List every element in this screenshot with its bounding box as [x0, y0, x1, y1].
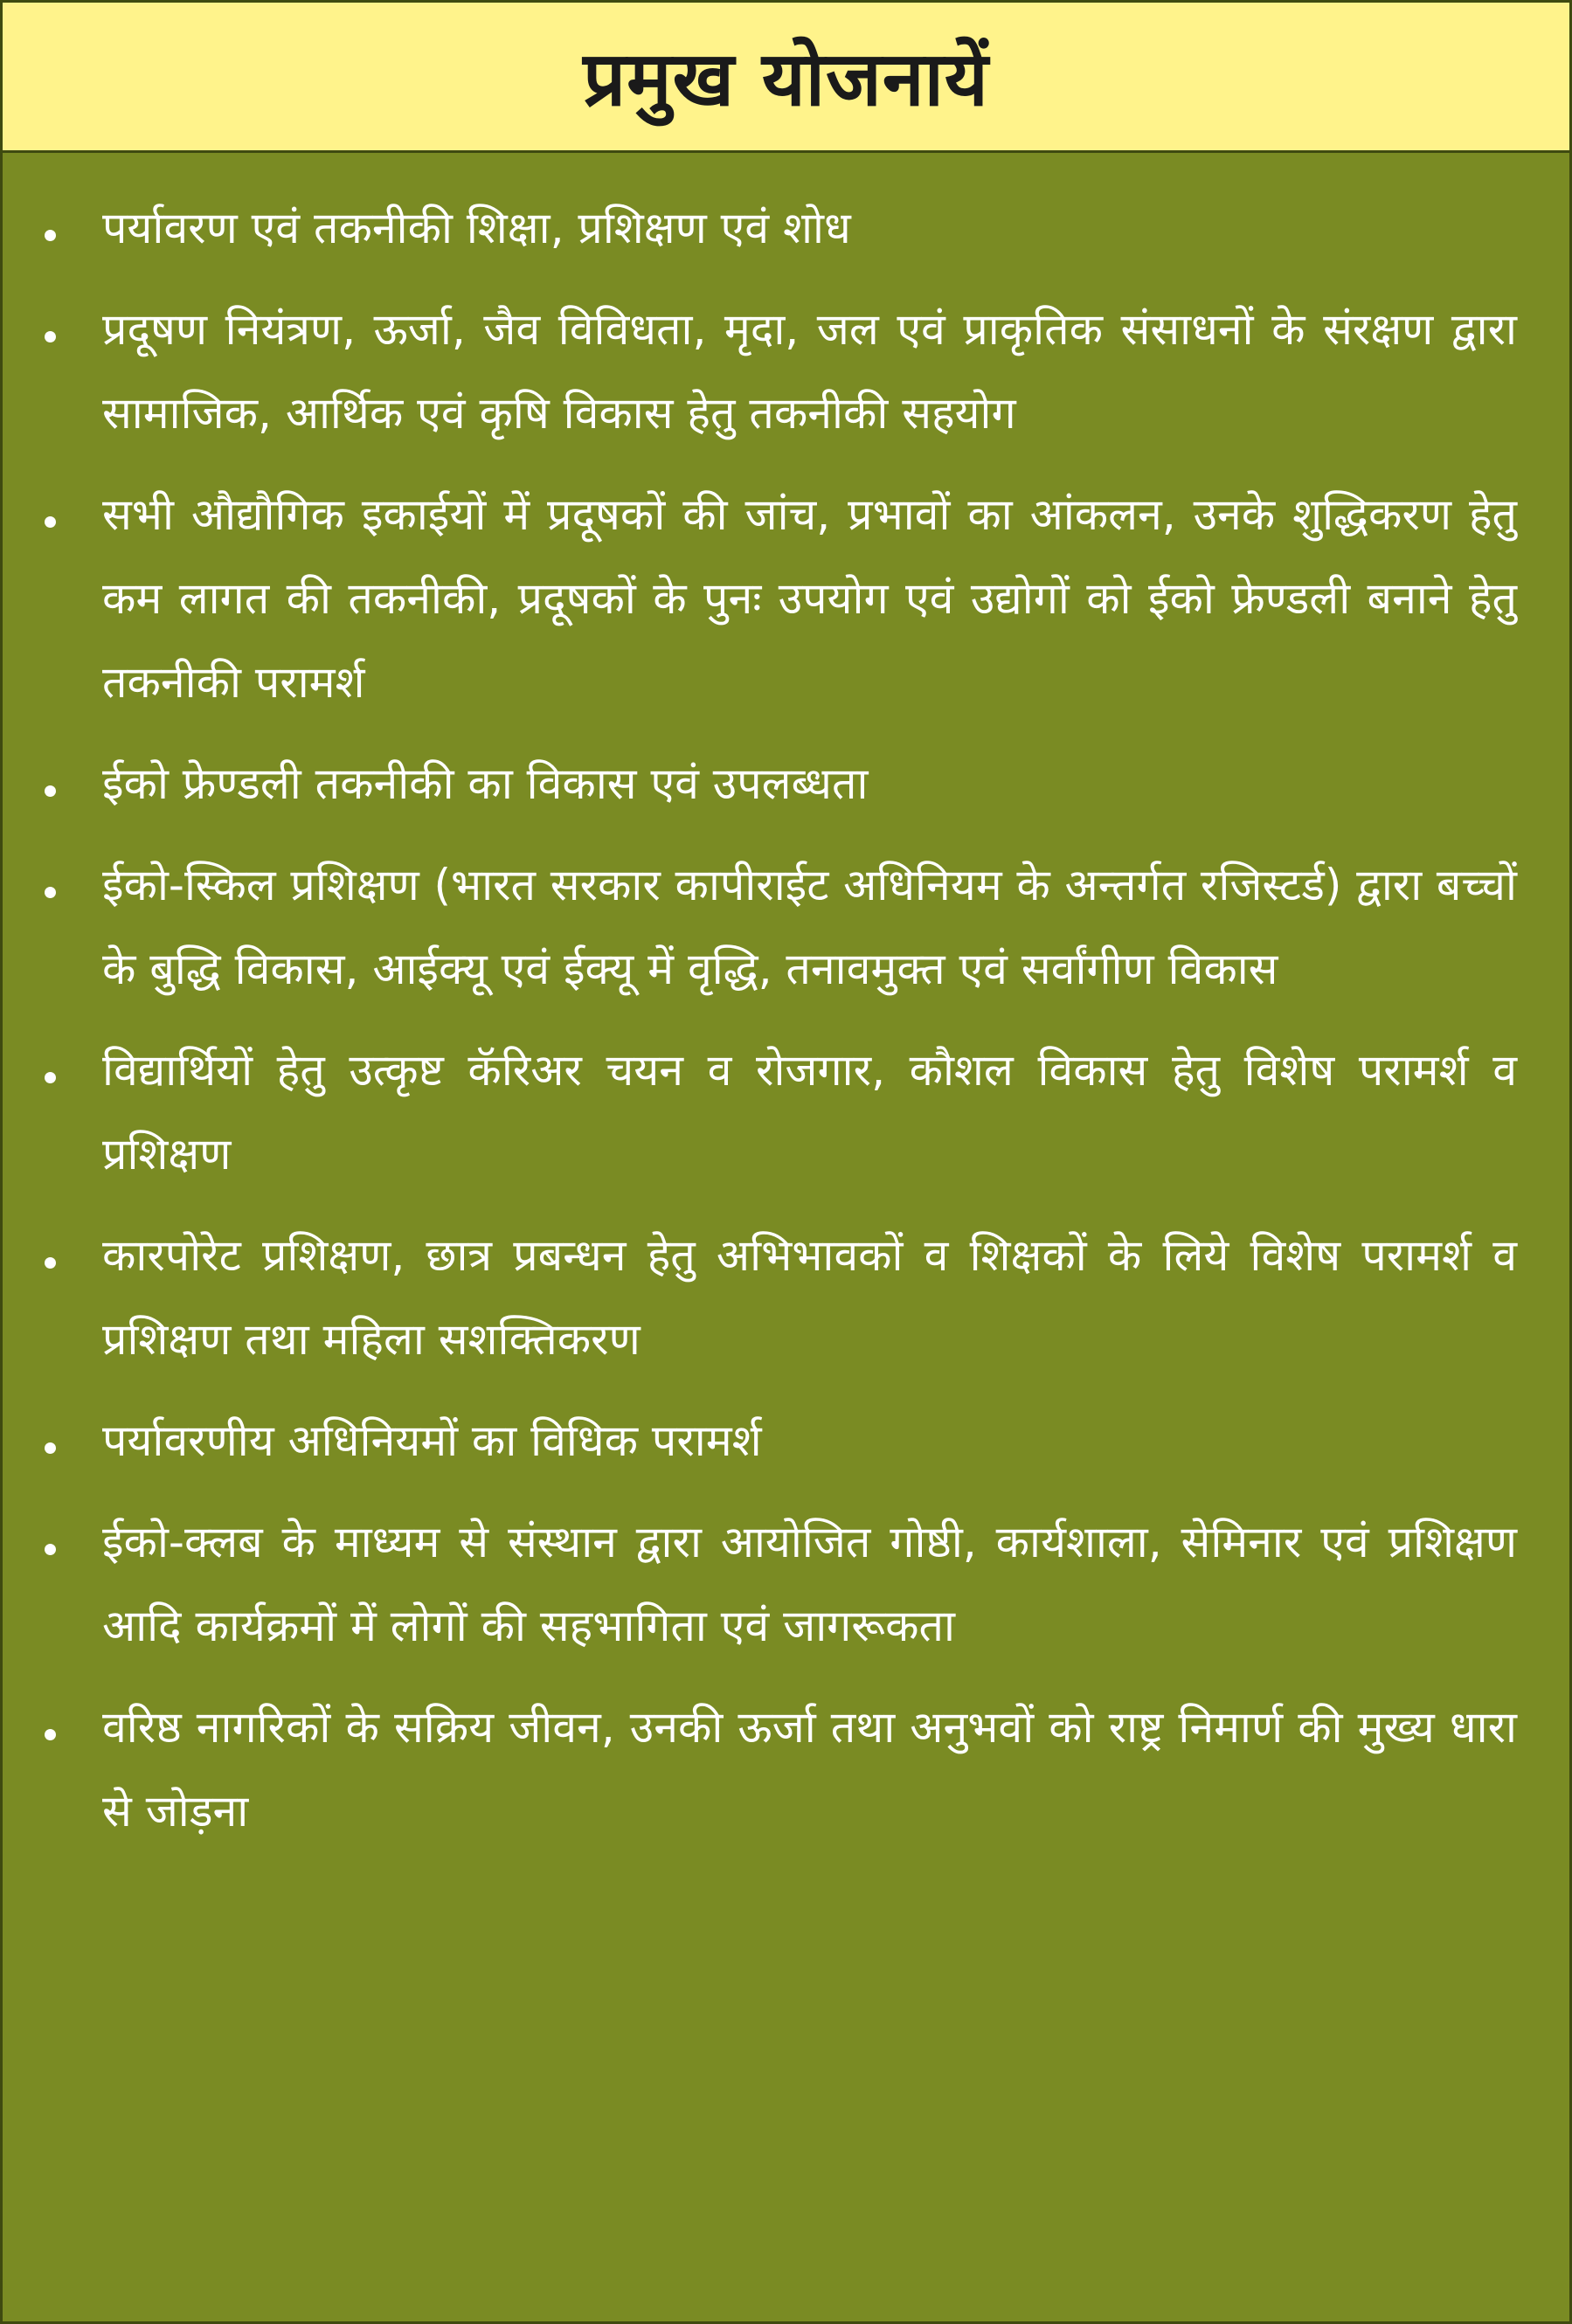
list-item: [38, 861, 1517, 1011]
list-item: [38, 1046, 1517, 1196]
list-item-text: ईको फ्रेण्डली तकनीकी का विकास एवं उपलब्धता: [102, 758, 869, 809]
schemes-list: [3, 153, 1569, 1853]
bullet-icon: [38, 1046, 102, 1083]
list-item: [38, 1703, 1517, 1853]
list-item: [38, 204, 1517, 270]
bullet-icon: [38, 1416, 102, 1454]
bullet-icon: [38, 305, 102, 342]
list-item: [38, 759, 1517, 826]
list-item-text: पर्यावरणीय अधिनियमों का विधिक परामर्श: [102, 1415, 762, 1466]
bullet-icon: [38, 1703, 102, 1740]
bullet-icon: [38, 861, 102, 898]
bullet-icon: [38, 759, 102, 797]
page-title: प्रमुख योजनायें: [583, 36, 989, 123]
list-item-text: सभी औद्यौगिक इकाईयों में प्रदूषकों की जांच, प्रभावों का आंकलन, उनके शुद्धिकरण हेतु कम लागत की तकनीकी, प्रदूषकों के पुनः उपयोग एवं उद्योगों को ईको फ्रेण्डली बनाने हेतु तकनीकी परामर्श: [102, 489, 1517, 708]
list-item-text: पर्यावरण एवं तकनीकी शिक्षा, प्रशिक्षण एवं शोध: [102, 203, 851, 253]
list-item-text: प्रदूषण नियंत्रण, ऊर्जा, जैव विविधता, मृदा, जल एवं प्राकृतिक संसाधनों के संरक्षण द्वारा सामाजिक, आर्थिक एवं कृषि विकास हेतु तकनीकी सहयोग: [102, 304, 1517, 439]
list-item: [38, 490, 1517, 724]
list-item-text: ईको-स्किल प्रशिक्षण (भारत सरकार कापीराईट अधिनियम के अन्तर्गत रजिस्टर्ड) द्वारा बच्चों के बुद्धि विकास, आईक्यू एवं ईक्यू में वृद्धि, तनावमुक्त एवं सर्वांगीण विकास: [102, 860, 1517, 994]
header-banner: [3, 3, 1569, 153]
list-item-text: ईको-क्लब के माध्यम से संस्थान द्वारा आयोजित गोष्ठी, कार्यशाला, सेमिनार एवं प्रशिक्षण आदि कार्यक्रमों में लोगों की सहभागिता एवं जागरूकता: [102, 1517, 1517, 1651]
bullet-icon: [38, 1231, 102, 1269]
list-item-text: विद्यार्थियों हेतु उत्कृष्ट कॅरिअर चयन व रोजगार, कौशल विकास हेतु विशेष परामर्श व प्रशिक्षण: [102, 1045, 1517, 1179]
list-item: [38, 1416, 1517, 1483]
bullet-icon: [38, 1518, 102, 1555]
list-item: [38, 1231, 1517, 1381]
bullet-icon: [38, 490, 102, 528]
list-item-text: वरिष्ठ नागरिकों के सक्रिय जीवन, उनकी ऊर्जा तथा अनुभवों को राष्ट्र निमार्ण की मुख्य धारा से जोड़ना: [102, 1702, 1517, 1836]
list-item-text: कारपोरेट प्रशिक्षण, छात्र प्रबन्धन हेतु अभिभावकों व शिक्षकों के लिये विशेष परामर्श व प्रशिक्षण तथा महिला सशक्तिकरण: [102, 1230, 1517, 1365]
list-item: [38, 1518, 1517, 1668]
bullet-icon: [38, 204, 102, 241]
list-item: [38, 305, 1517, 455]
